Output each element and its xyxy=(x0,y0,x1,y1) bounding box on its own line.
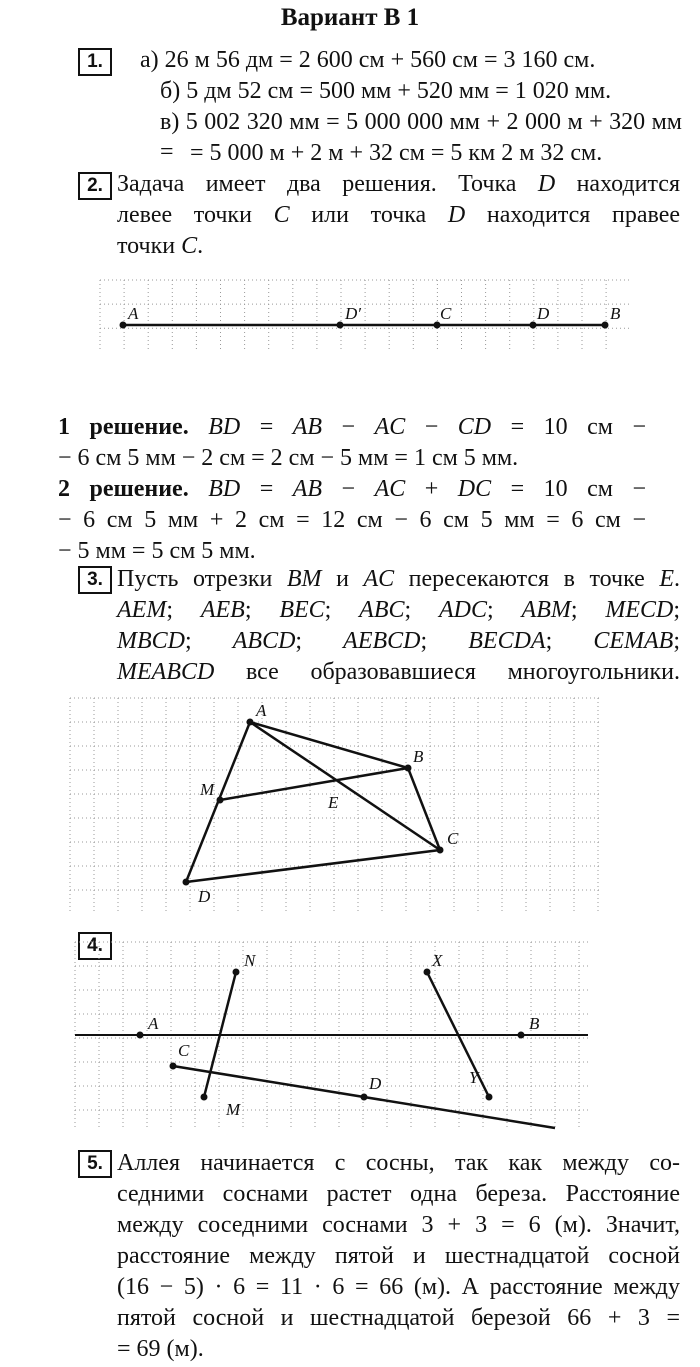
text-segment: точки xyxy=(117,233,182,259)
problem-number-2: 2. xyxy=(78,172,112,200)
segment xyxy=(250,722,408,768)
math-variable: AC xyxy=(363,566,395,592)
point xyxy=(217,797,224,804)
problem-number-3: 3. xyxy=(78,566,112,594)
math-variable: MBCD xyxy=(117,628,185,654)
math-variable: ABC xyxy=(359,597,405,623)
text-segment: ; xyxy=(570,597,606,623)
point xyxy=(486,1094,493,1101)
text-segment: (16 − 5) · 6 = 11 · 6 = 66 (м). А расстояние между xyxy=(117,1274,680,1300)
math-variable: CD xyxy=(457,414,492,440)
point-label: D′ xyxy=(345,304,361,323)
solution-heading: 2 решение. xyxy=(58,476,189,502)
text-segment: = 10 см − xyxy=(491,476,646,502)
point xyxy=(170,1063,177,1070)
point xyxy=(183,879,190,886)
point-label: C xyxy=(440,304,452,323)
point-label: M xyxy=(200,780,215,799)
math-variable: ABCD xyxy=(232,628,296,654)
text-segment: = xyxy=(240,414,293,440)
text-segment: ; xyxy=(420,628,469,654)
problem-number-5: 5. xyxy=(78,1150,112,1178)
point-label: D xyxy=(369,1074,382,1093)
text-segment: находится xyxy=(555,171,680,197)
segment xyxy=(186,850,440,882)
text-segment: − 6 см 5 мм + 2 см = 12 см − 6 см 5 мм = 6 см − xyxy=(58,507,646,533)
text-segment: ; xyxy=(673,597,681,623)
page-title: Вариант В 1 xyxy=(280,4,420,31)
point-label: M xyxy=(226,1100,241,1119)
math-variable: DC xyxy=(457,476,492,502)
point xyxy=(247,719,254,726)
point-label: B xyxy=(413,747,424,766)
math-variable: ADC xyxy=(439,597,488,623)
text-segment: − xyxy=(322,414,375,440)
point-label: B xyxy=(529,1014,540,1033)
point xyxy=(137,1032,144,1039)
math-variable: BM xyxy=(286,566,322,592)
point-label: X xyxy=(432,951,443,970)
math-variable: AB xyxy=(292,476,323,502)
text-segment: пятой сосной и шестнадцатой березой 66 + 3 = xyxy=(117,1305,680,1331)
segment xyxy=(220,768,408,800)
point-label: A xyxy=(256,701,267,720)
point xyxy=(424,969,431,976)
text-segment: левее точки xyxy=(117,202,274,228)
math-variable: AC xyxy=(374,476,406,502)
math-variable: BD xyxy=(208,476,241,502)
point-label: B xyxy=(610,304,621,323)
text-segment: Пусть отрезки xyxy=(117,566,287,592)
point-label: N xyxy=(244,951,256,970)
point xyxy=(602,322,609,329)
problem-number-4: 4. xyxy=(78,932,112,960)
math-variable: MEABCD xyxy=(117,659,215,685)
math-variable: ABM xyxy=(521,597,571,623)
text-segment: седними соснами растет одна береза. Расстояние xyxy=(117,1181,680,1207)
text-segment: ; xyxy=(545,628,594,654)
math-variable: BECDA xyxy=(468,628,546,654)
text-segment: ; xyxy=(166,597,201,623)
point xyxy=(337,322,344,329)
text-segment: = 5 000 м + 2 м + 32 см = 5 км 2 м 32 см. xyxy=(190,140,603,166)
text-segment: ; xyxy=(244,597,280,623)
text-segment: − 5 мм = 5 см 5 мм. xyxy=(58,538,256,564)
math-variable: BEC xyxy=(279,597,325,623)
text-segment: а) 26 м 56 дм = 2 600 см + 560 см = 3 160 см. xyxy=(140,47,596,73)
point-label: A xyxy=(148,1014,159,1033)
point-label: Y xyxy=(469,1068,479,1087)
solution-heading: 1 решение. xyxy=(58,414,189,440)
text-segment: между соседними соснами 3 + 3 = 6 (м). Значит, xyxy=(117,1212,680,1238)
text-segment: ; xyxy=(295,628,344,654)
point xyxy=(120,322,127,329)
text-segment: находится правее xyxy=(465,202,680,228)
math-variable: AEM xyxy=(117,597,167,623)
point xyxy=(405,765,412,772)
math-variable: E xyxy=(659,566,675,592)
text-segment: в) 5 002 320 мм = 5 000 000 мм + 2 000 м + 320 мм = xyxy=(160,109,682,165)
segment xyxy=(250,722,440,850)
text-segment: = 10 см − xyxy=(491,414,646,440)
text-segment: = xyxy=(240,476,293,502)
math-variable: AEBCD xyxy=(343,628,421,654)
math-variable: MECD xyxy=(605,597,674,623)
text-segment: ; xyxy=(673,628,680,654)
text-segment: ; xyxy=(487,597,522,623)
text-segment: − xyxy=(405,414,458,440)
math-variable: D xyxy=(447,202,466,228)
point xyxy=(518,1032,525,1039)
text-segment: ; xyxy=(324,597,360,623)
text-segment: ; xyxy=(404,597,440,623)
point-label: A xyxy=(128,304,139,323)
point xyxy=(361,1094,368,1101)
point xyxy=(530,322,537,329)
text-segment: + xyxy=(405,476,458,502)
math-variable: CEMAB xyxy=(593,628,674,654)
text-segment: и xyxy=(321,566,364,592)
text-segment: = 69 (м). xyxy=(117,1336,204,1362)
math-variable: AEB xyxy=(200,597,245,623)
math-variable: C xyxy=(181,233,198,259)
text-segment: или точка xyxy=(289,202,448,228)
text-segment: расстояние между пятой и шестнадцатой сосной xyxy=(117,1243,680,1269)
text-segment: Аллея начинается с сосны, так как между со- xyxy=(117,1150,680,1176)
point-label: C xyxy=(178,1041,190,1060)
point-label: E xyxy=(328,793,339,812)
text-segment: ; xyxy=(185,628,233,654)
math-variable: D xyxy=(537,171,556,197)
text-segment: б) 5 дм 52 см = 500 мм + 520 мм = 1 020 мм. xyxy=(160,78,612,104)
text-segment: . xyxy=(674,566,681,592)
text-segment: − xyxy=(322,476,375,502)
math-variable: BD xyxy=(208,414,241,440)
point-label: D xyxy=(537,304,550,323)
text-segment: Задача имеет два решения. Точка xyxy=(117,171,538,197)
text-segment: пересекаются в точке xyxy=(394,566,660,592)
point-label: C xyxy=(447,829,459,848)
text-segment: . xyxy=(197,233,204,259)
point xyxy=(233,969,240,976)
text-segment: все образовавшиеся многоугольники. xyxy=(214,659,680,685)
math-variable: AB xyxy=(292,414,323,440)
problem-number-1: 1. xyxy=(78,48,112,76)
segment xyxy=(408,768,440,850)
point xyxy=(437,847,444,854)
point xyxy=(201,1094,208,1101)
math-variable: AC xyxy=(374,414,406,440)
point-label: D xyxy=(198,887,211,906)
text-segment: − 6 см 5 мм − 2 см = 2 см − 5 мм = 1 см 5 мм. xyxy=(58,445,519,471)
math-variable: C xyxy=(273,202,290,228)
